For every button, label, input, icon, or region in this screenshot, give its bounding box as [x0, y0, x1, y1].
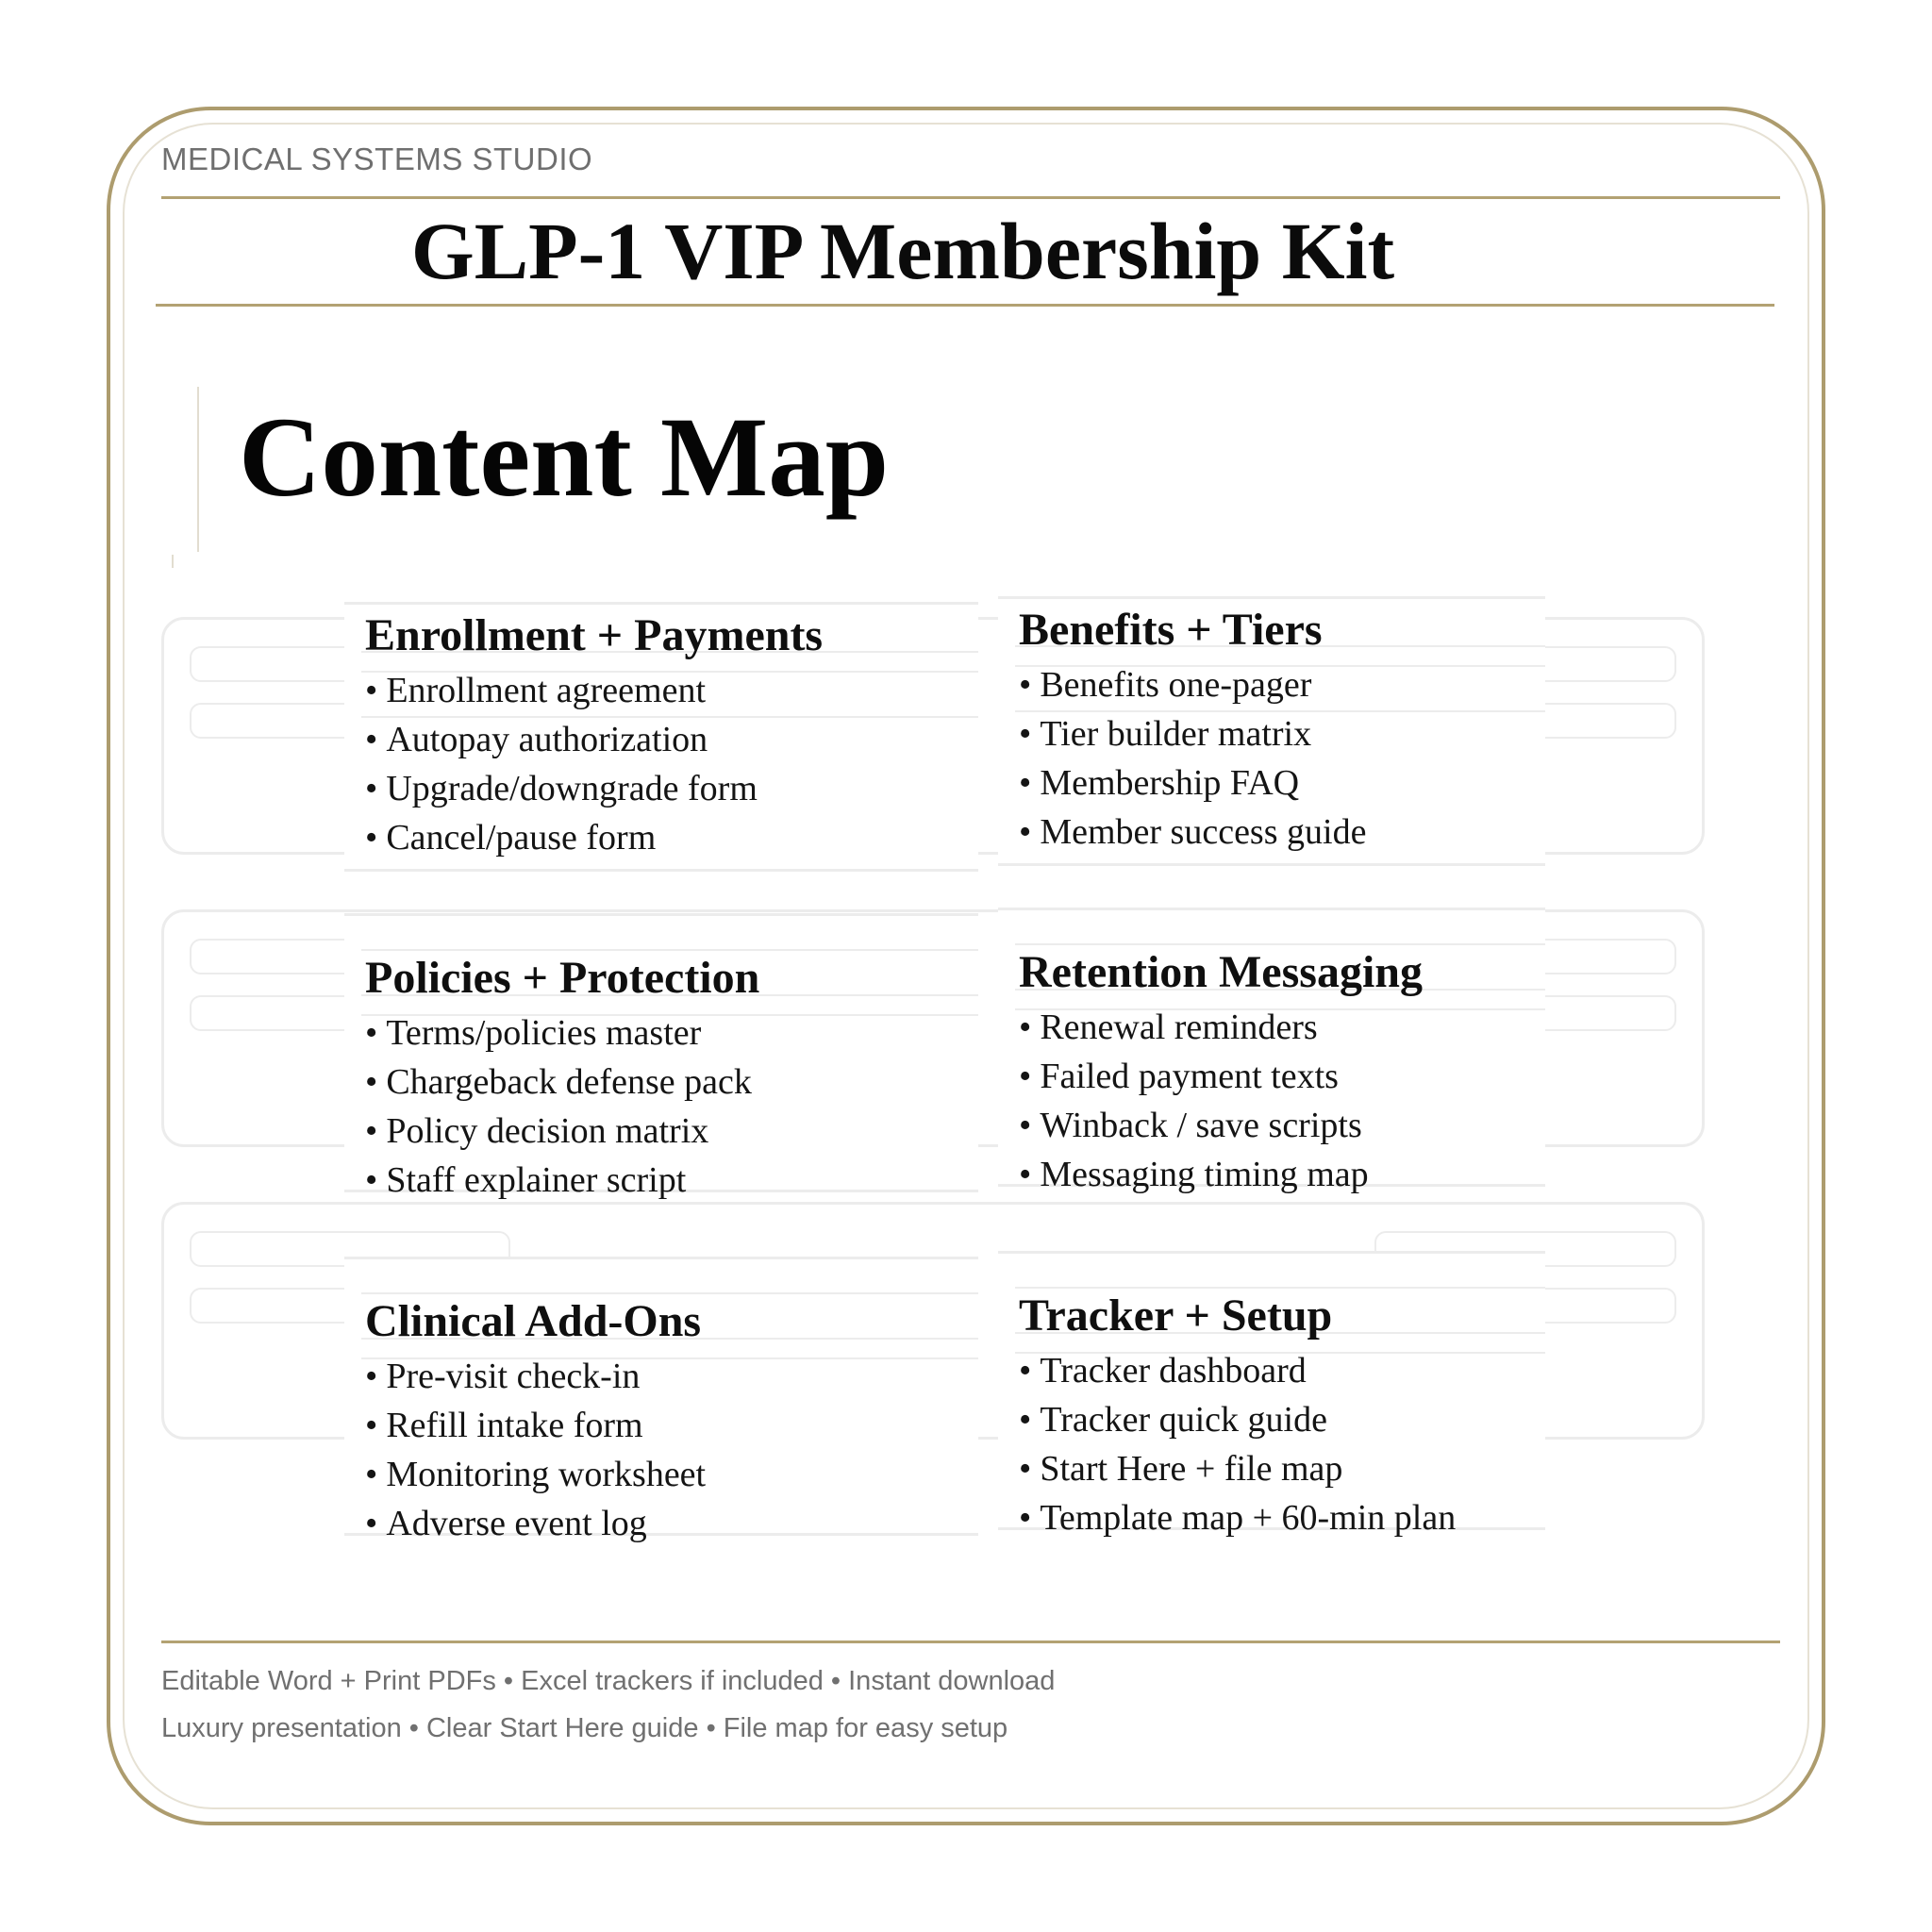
list-item: • Upgrade/downgrade form [365, 764, 758, 813]
list-item: • Chargeback defense pack [365, 1058, 752, 1107]
list-item: • Policy decision matrix [365, 1107, 752, 1156]
section-heading: Retention Messaging [1019, 947, 1423, 997]
section-card-tracker-setup [998, 1251, 1545, 1538]
section-item-list [1019, 1346, 1456, 1542]
list-item: • Winback / save scripts [1019, 1101, 1369, 1150]
list-item: • Refill intake form [365, 1401, 706, 1450]
section-heading: Clinical Add-Ons [365, 1296, 702, 1346]
list-item: • Renewal reminders [1019, 1003, 1369, 1052]
section-card-clinical-add-ons [344, 1257, 978, 1543]
list-item: • Terms/policies master [365, 1008, 752, 1058]
section-heading: Policies + Protection [365, 953, 760, 1003]
section-item-list [365, 1008, 752, 1205]
list-item: • Member success guide [1019, 808, 1366, 857]
list-item: • Monitoring worksheet [365, 1450, 706, 1499]
section-item-list [1019, 660, 1366, 857]
card-rule [361, 1292, 978, 1294]
section-card-enrollment-payments [344, 602, 978, 872]
list-item: • Failed payment texts [1019, 1052, 1369, 1101]
list-item: • Template map + 60-min plan [1019, 1493, 1456, 1542]
list-item: • Tracker dashboard [1019, 1346, 1456, 1395]
card-rule [1015, 943, 1545, 945]
list-item: • Start Here + file map [1019, 1444, 1456, 1493]
card-rule [1015, 1287, 1545, 1289]
list-item: • Staff explainer script [365, 1156, 752, 1205]
section-item-list [365, 1352, 706, 1548]
section-heading: Benefits + Tiers [1019, 605, 1323, 655]
section-card-retention-messaging [998, 908, 1545, 1194]
header-divider-bottom [156, 304, 1774, 307]
section-card-policies-protection [344, 913, 978, 1200]
footer-divider [161, 1641, 1780, 1643]
kit-title [156, 200, 1774, 302]
list-item: • Tracker quick guide [1019, 1395, 1456, 1444]
list-item: • Benefits one-pager [1019, 660, 1366, 709]
section-item-list [1019, 1003, 1369, 1199]
list-item: • Pre-visit check-in [365, 1352, 706, 1401]
list-item: • Enrollment agreement [365, 666, 758, 715]
title-accent-bar [197, 387, 199, 552]
list-item: • Messaging timing map [1019, 1150, 1369, 1199]
content-map-title: Content Map [239, 394, 890, 521]
section-item-list [365, 666, 758, 862]
brand-label: MEDICAL SYSTEMS STUDIO [161, 142, 593, 176]
section-card-benefits-tiers [998, 596, 1545, 866]
list-item: • Membership FAQ [1019, 758, 1366, 808]
kit-title-text: GLP-1 VIP Membership Kit [410, 206, 1395, 296]
section-heading: Enrollment + Payments [365, 610, 824, 660]
header-divider-top [161, 196, 1780, 199]
card-rule [361, 949, 978, 951]
section-heading: Tracker + Setup [1019, 1291, 1333, 1341]
list-item: • Autopay authorization [365, 715, 758, 764]
list-item: • Cancel/pause form [365, 813, 758, 862]
list-item: • Tier builder matrix [1019, 709, 1366, 758]
footer-line-1: Editable Word + Print PDFs • Excel trackers if included • Instant download [161, 1666, 1056, 1696]
footer-line-2: Luxury presentation • Clear Start Here guide • File map for easy setup [161, 1713, 1008, 1743]
title-accent-tick [172, 555, 174, 568]
list-item: • Adverse event log [365, 1499, 706, 1548]
